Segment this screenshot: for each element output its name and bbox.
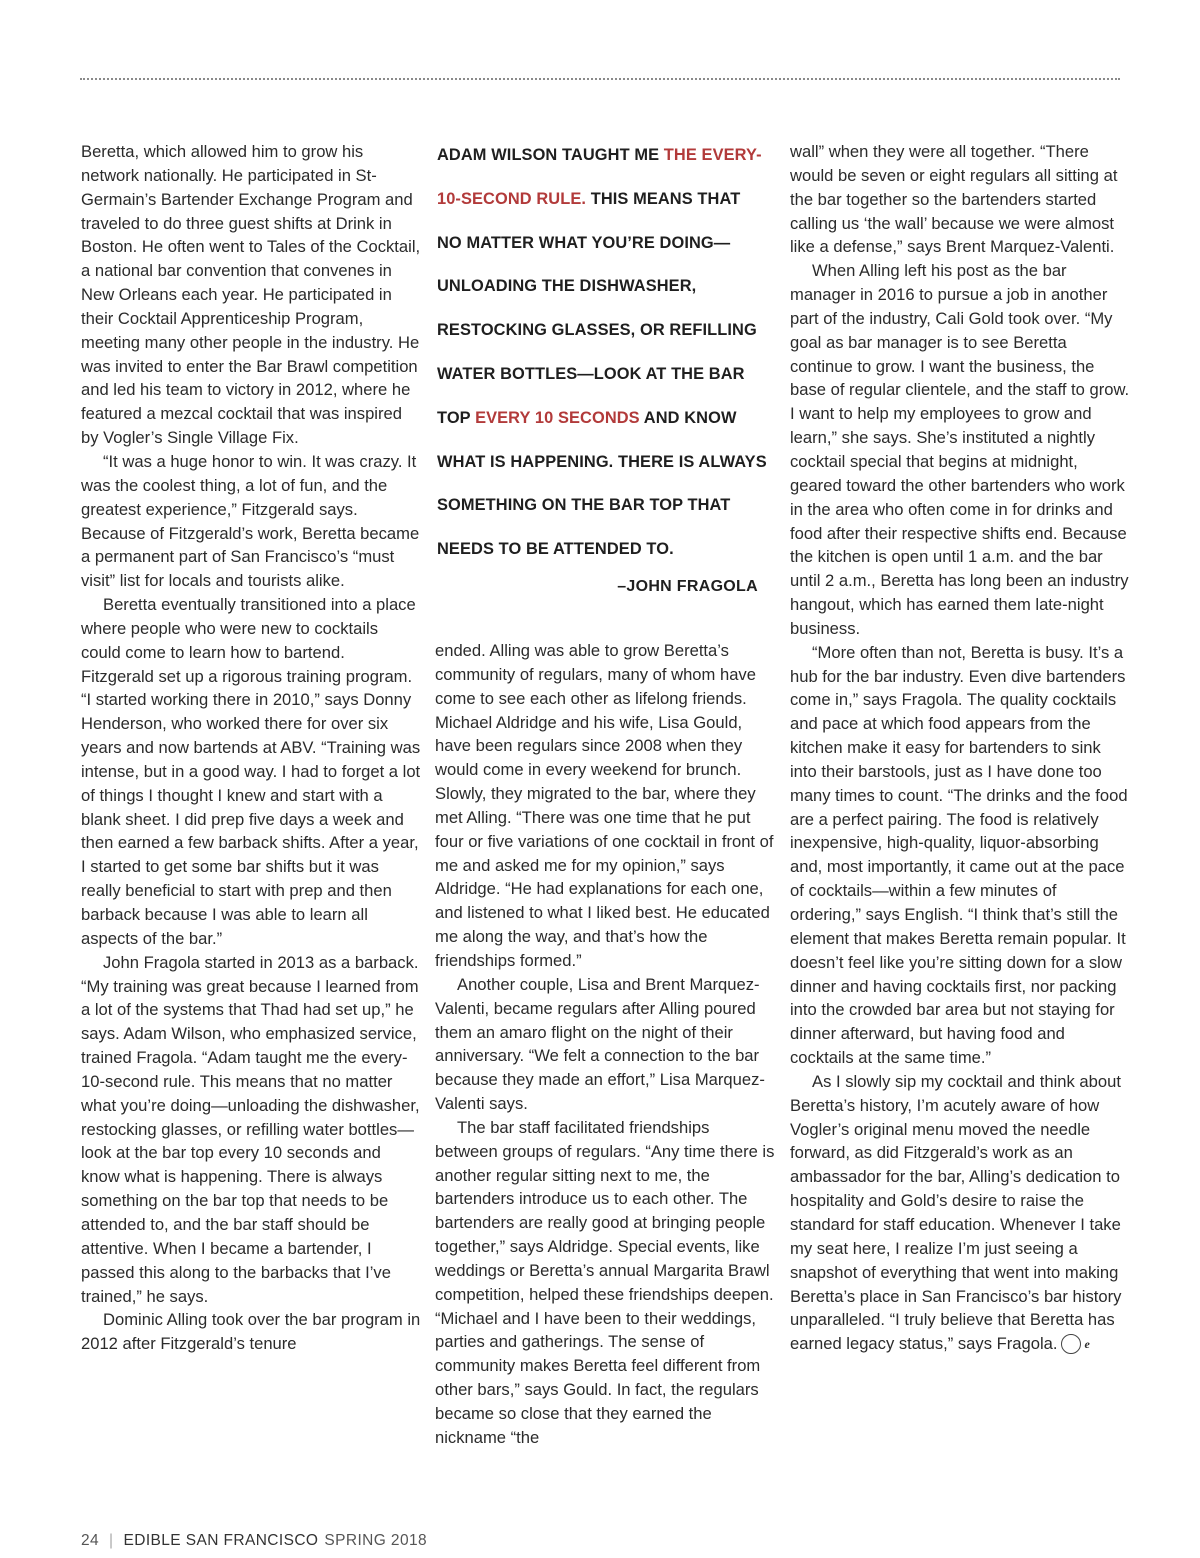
paragraph [790, 1070, 1130, 1356]
paragraph: Another couple, Lisa and Brent Marquez-Valenti, became regulars after Alling poured them an amaro flight on the night of their anniversary. “We felt a connection to the bar because they made an effort,” Lisa Marquez-Valenti says. [435, 974, 765, 1114]
pull-quote-text: ADAM WILSON TAUGHT ME [437, 146, 664, 164]
paragraph: Beretta eventually transitioned into a place where people who were new to cocktails could come to learn how to bartend. Fitzgerald set up a rigorous training program. “I started working there in 2010,” says Donny Henderson, who worked there for over six years and now bartends at ABV. “Training was intense, but in a good way. I had to forget a lot of things I thought I knew and start with a blank sheet. I did prep five days a week and then earned a few barback shifts. After a year, I started to get some bar shifts but it was really beneficial to start with prep and then barback because I was able to learn all aspects of the bar.” [81, 595, 421, 948]
pull-quote-text: AND KNOW WHAT IS HAPPENING. THERE IS ALWAYS SOMETHING ON THE BAR TOP THAT NEEDS TO BE ATTENDED TO. [437, 408, 767, 559]
pull-quote-text: THIS MEANS THAT NO MATTER WHAT YOU’RE DOING—UNLOADING THE DISHWASHER, RESTOCKING GLASSES, OR REFILLING WATER BOTTLES—LOOK AT THE BAR TOP [437, 189, 757, 427]
magazine-name: EDIBLE SAN FRANCISCO [123, 1532, 319, 1549]
article-column-1 [81, 140, 421, 1356]
paragraph: “It was a huge honor to win. It was crazy. It was the coolest thing, a lot of fun, and the greatest experience,” Fitzgerald says. Because of Fitzgerald’s work, Beretta became a permanent part of San Francisco’s “must visit” list for locals and tourists alike. [81, 451, 420, 591]
paragraph: wall” when they were all together. “There would be seven or eight regulars all sitting at the bar together so the bartenders started calling us ‘the wall’ because we were almost like a defense,” says Brent Marquez-Valenti. [790, 142, 1118, 257]
issue-name: SPRING 2018 [324, 1532, 428, 1549]
pull-quote-highlight: EVERY 10 SECONDS [475, 408, 640, 427]
paragraph: John Fragola started in 2013 as a barback. “My training was great because I learned from a lot of the systems that Thad had set up,” he says. Adam Wilson, who emphasized service, trained Fragola. “Adam taught me the every-10-second rule. This means that no matter what you’re doing—unloading the dishwasher, restocking glasses, or refilling water bottles—look at the bar top every 10 seconds and know what is happening. There is always something on the bar top that needs to be attended to, and the bar staff should be attentive. When I became a bartender, I passed this along to the barbacks that I’ve trained,” he says. [81, 952, 420, 1306]
top-dotted-rule [80, 78, 1120, 80]
article-column-3 [790, 140, 1130, 1356]
paragraph: ended. Alling was able to grow Beretta’s community of regulars, many of whom have come to see each other as lifelong friends. Michael Aldridge and his wife, Lisa Gould, have been regulars since 2008 when they would come in every weekend for brunch. Slowly, they migrated to the bar, where they met Alling. “There was one time that he put four or five variations of one cocktail in front of me and asked me for my opinion,” says Aldridge. “He had explanations for each one, and listened to what I liked best. He educated me along the way, and that’s how the friendships formed.” [435, 641, 774, 970]
footer-separator: | [109, 1532, 114, 1549]
pull-quote [437, 134, 767, 572]
end-mark-icon: e [1061, 1334, 1081, 1354]
paragraph: When Alling left his post as the bar manager in 2016 to pursue a job in another part of the industry, Cali Gold took over. “My goal as bar manager is to see Beretta continue to grow. I want the business, the base of regular clientele, and the staff to grow. I want to help my employees to grow and learn,” she says. She’s instituted a nightly cocktail special that begins at midnight, geared toward the other bartenders who work in the area who often come in for drinks and food after their respective shifts end. Because the kitchen is open until 1 a.m. and the bar until 2 a.m., Beretta has long been an industry hangout, which has earned them late-night business. [790, 261, 1130, 638]
paragraph-text: As I slowly sip my cocktail and think about Beretta’s history, I’m acutely aware of how Vogler’s original menu moved the needle forward, as did Fitzgerald’s work as an ambassador for the bar, Alling’s dedication to hospitality and Gold’s desire to raise the standard for staff education. Whenever I take my seat here, I realize I’m just seeing a snapshot of everything that went into making Beretta’s place in San Francisco’s bar history unparalleled. “I truly believe that Beretta has earned legacy status,” says Fragola. [790, 1071, 1122, 1354]
page-number: 24 [81, 1532, 100, 1549]
paragraph: The bar staff facilitated friendships between groups of regulars. “Any time there is another regular sitting next to me, the bartenders introduce us to each other. The bartenders are really good at bringing people together,” says Aldridge. Special events, like weddings or Beretta’s annual Margarita Brawl competition, helped these friendships deepen. “Michael and I have been to their weddings, parties and gatherings. The sense of community makes Beretta feel different from other bars,” says Gould. In fact, the regulars became so close that they earned the nickname “the [435, 1117, 775, 1447]
article-column-2 [435, 639, 775, 1450]
pull-quote-attribution: –JOHN FRAGOLA [617, 578, 758, 595]
paragraph: Dominic Alling took over the bar program in 2012 after Fitzgerald’s tenure [81, 1310, 421, 1354]
paragraph: “More often than not, Beretta is busy. It’s a hub for the bar industry. Even dive bartenders come in,” says Fragola. The quality cocktails and pace at which food appears from the kitchen make it easy for bartenders to sink into their barstools, just as I have done too many times to count. “The drinks and the food are a perfect pairing. The food is relatively inexpensive, high-quality, liquor-absorbing and, most importantly, it came out at the pace of cocktails—within a few minutes of ordering,” says English. “I think that’s still the element that makes Beretta remain popular. It doesn’t feel like you’re sitting down for a slow dinner and having cocktails first, nor packing into the crowded bar area but not staying for dinner afterward, but having food and cocktails at the same time.” [790, 642, 1128, 1068]
page-footer [81, 1532, 427, 1550]
pull-quote-highlight: THE EVERY-10-SECOND RULE. [437, 146, 762, 208]
paragraph: Beretta, which allowed him to grow his network nationally. He participated in St-Germain’s Bartender Exchange Program and traveled to do three guest shifts at Drink in Boston. He often went to Tales of the Cocktail, a national bar convention that convenes in New Orleans each year. He participated in their Cocktail Apprenticeship Program, meeting many other people in the industry. He was invited to enter the Bar Brawl competition and led his team to victory in 2012, where he featured a mezcal cocktail that was inspired by Vogler’s Single Village Fix. [81, 142, 421, 448]
